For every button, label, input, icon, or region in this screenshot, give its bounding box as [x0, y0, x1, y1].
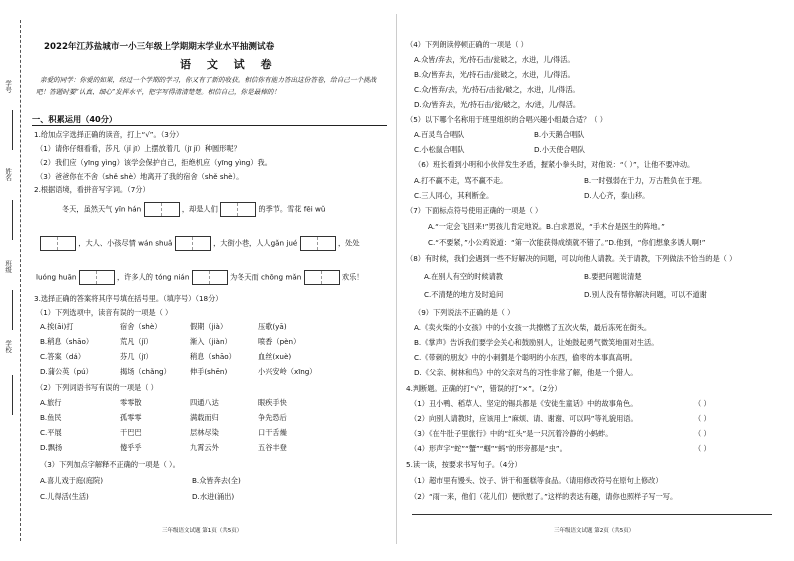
q3-2-option: 层林尽染: [190, 428, 219, 437]
binding-blank: [12, 110, 13, 150]
exam-title: 2022年江苏盐城市一小三年级上学期期末学业水平抽测试卷: [44, 42, 275, 52]
q6-prompt: （6）班长看到小明和小伙伴发生矛盾，握紧小拳头时，对他说：“（ ）”，让他不要冲动。: [414, 160, 695, 169]
q3-2-option: 满载而归: [190, 413, 219, 422]
q3-2-option[interactable]: D.飘扬: [40, 443, 63, 452]
q7-prompt: （7）下面标点符号使用正确的一项是（ ）: [406, 206, 543, 215]
binding-strip: [0, 0, 28, 561]
q3-1-option[interactable]: D.蒲公英（pú）: [40, 367, 93, 376]
q4-option[interactable]: C.众/皆弃/去，光/持石/击瓮/破之，水迸，儿/得活。: [414, 85, 580, 94]
q9-option[interactable]: A.《卖火柴的小女孩》中的小女孩一共擦燃了五次火柴，最后冻死在街头。: [414, 323, 652, 332]
q2-text: 的季节。雪花 fēi wǔ: [258, 204, 326, 214]
left-page: [32, 0, 392, 561]
q3-1-option: 宿舍（shè）: [120, 322, 162, 331]
q8-prompt: （8）有时候，我们会遇到一些不好解决的问题，可以向他人请教。关于请教，下列做法不恰当的是（ ）: [406, 254, 737, 263]
q3-1-option: 渐入（jiàn）: [190, 337, 232, 346]
q3-2-option: 孤零零: [120, 413, 142, 422]
q4-option[interactable]: A.众皆/弃去，光/持石击/瓮破之，水迸，儿/得活。: [414, 55, 575, 64]
q10-answer-paren[interactable]: （ ）: [694, 444, 711, 453]
binding-label-name: 姓名: [4, 168, 13, 181]
binding-blank: [12, 375, 13, 415]
q5-prompt: （5）以下哪个名称用于班里组织的合唱兴趣小组最合适？（ ）: [406, 115, 607, 124]
q3-1-option: 假期（jià）: [190, 322, 228, 331]
q2-text: ，处处: [337, 238, 360, 248]
binding-blank: [12, 200, 13, 240]
q7-option-cd[interactable]: C.“不要紧，”小公鸡说道：“第一次能获得成绩就不错了。”D.他到，“你们想象多诱人啊!”: [428, 238, 706, 247]
answer-grid[interactable]: [192, 270, 228, 285]
q10-statement: （1）丑小鸭、稻草人、坚定的锡兵都是《安徒生童话》中的故事角色。: [410, 399, 638, 408]
q6-option[interactable]: C.三人同心，其利断金。: [414, 191, 494, 200]
binding-label-class: 班级: [4, 260, 13, 273]
q3-1-prompt: （1）下列选项中，读音有误的一项是（ ）: [36, 308, 173, 317]
answer-grid[interactable]: [220, 202, 256, 217]
q6-option[interactable]: D.人心齐，泰山移。: [584, 191, 650, 200]
q3-prompt: 3.选择正确的答案将其序号填在括号里。（填序号）（18分）: [34, 294, 223, 303]
q3-2-option: 干巴巴: [120, 428, 142, 437]
q11-prompt: 5.读一读，按要求书写句子。（4分）: [406, 460, 522, 469]
q5-option[interactable]: A.百灵鸟合唱队: [414, 130, 465, 139]
q10-statement: （2）向别人请教时，应该用上“麻烦、请、谢谢、可以吗”等礼貌用语。: [410, 414, 638, 423]
q4-option[interactable]: D.众/皆弃去，光/持石击/瓮/破之，水/迸，儿/得活。: [414, 100, 581, 109]
q5-option[interactable]: B.小天鹅合唱队: [534, 130, 585, 139]
q9-option[interactable]: B.《掌声》告诉我们要学会关心和鼓励别人，让她鼓起勇气微笑地面对生活。: [414, 338, 659, 347]
q3-2-option: 五谷丰登: [258, 443, 287, 452]
q5-option[interactable]: C.小松鼠合唱队: [414, 145, 465, 154]
section-underline: [32, 125, 387, 126]
q3-1-option: 压歌(yā): [258, 322, 287, 331]
q2-text: ，大人、小孩尽情 wán shuǎ: [78, 238, 173, 248]
answer-grid[interactable]: [144, 202, 180, 217]
q10-prompt: 4.判断题。正确的打“√”，错误的打“×”。（2分）: [406, 384, 562, 393]
q3-3-option[interactable]: C.儿得活(生活): [40, 492, 89, 501]
q3-2-prompt: （2）下列词语书写有误的一项是（ ）: [36, 383, 158, 392]
q2-prompt: 2.根据语境，看拼音写字词。（7分）: [34, 185, 150, 194]
section-1-heading: 一、积累运用（40分）: [32, 114, 118, 124]
answer-grid[interactable]: [175, 236, 211, 251]
q9-option[interactable]: D.《父亲、树林和鸟》中的父亲对鸟的习性非常了解，他是一个猎人。: [414, 368, 638, 377]
q3-2-option: 眼疾手快: [258, 398, 287, 407]
q3-2-option: 傻乎乎: [120, 443, 142, 452]
q9-prompt: （9）下列说法不正确的是（ ）: [414, 308, 515, 317]
q5-option[interactable]: D.小天使合唱队: [534, 145, 585, 154]
right-page: [404, 0, 790, 561]
q3-2-option[interactable]: A.旅行: [40, 398, 62, 407]
q3-1-option: 揭场（chǎng）: [120, 367, 171, 376]
q3-1-option[interactable]: A.挨(āi)打: [40, 322, 74, 331]
binding-label-student-id: 学号: [4, 80, 13, 93]
q2-text: 欢乐！: [341, 272, 364, 282]
q9-option[interactable]: C.《带刺的朋友》中的小刺猬是个聪明的小东西，偷枣的本事真高明。: [414, 353, 637, 362]
q10-statement: （4）形声字“蛇”“蟹”“蝈”“蚂”的形旁都是“虫”。: [410, 444, 567, 453]
q3-1-option: 小兴安岭（xīng）: [258, 367, 317, 376]
q3-1-option: 血丝(xuè): [258, 352, 292, 361]
q2-line-2: [40, 236, 360, 251]
q2-line-1: [62, 202, 325, 217]
page-footer: 三年级语文试题 第1页（共5页）: [162, 528, 243, 534]
q3-1-option[interactable]: C.答案（dá）: [40, 352, 86, 361]
binding-blank: [12, 290, 13, 330]
answer-grid[interactable]: [79, 270, 115, 285]
q11-answer-line[interactable]: [412, 514, 772, 515]
q2-text: ，却是人们: [181, 204, 218, 214]
q3-2-option: 九霄云外: [190, 443, 219, 452]
exam-subtitle: 语 文 试 卷: [180, 58, 278, 71]
q4-option[interactable]: B.众/皆弃去，光/持石击/瓮破之，水迸，儿/得活。: [414, 70, 575, 79]
q1-item-1: （1）请你仔细看看，莎凡（jǐ jī）上摆放着几（jī jǐ）种圆形呢？: [36, 144, 241, 153]
answer-grid[interactable]: [40, 236, 76, 251]
q10-answer-paren[interactable]: （ ）: [694, 399, 711, 408]
q3-1-option: 伸手(shēn): [190, 367, 228, 376]
q6-option[interactable]: A.打不赢不走，骂不赢不走。: [414, 176, 508, 185]
intro-line-1: 亲爱的同学：你爱的如果，经过一个学期的学习，你又有了新的收获。相信你有能力答出这份答卷，给自己一个挑战: [40, 76, 377, 84]
q2-text: 冬天，虽然天气 yīn hán: [62, 204, 142, 214]
q3-1-option[interactable]: B.稍息（shāo）: [40, 337, 94, 346]
q3-2-option[interactable]: B.鱼民: [40, 413, 62, 422]
binding-dashed-line: [20, 20, 21, 541]
q3-3-option[interactable]: B.众皆奔去(全): [192, 476, 241, 485]
q1-item-2: （2）我们应（yīng yìng）该学会保护自己，拒绝机应（yīng yìng）我。: [36, 158, 272, 167]
q3-1-option: 稍息（shāo）: [190, 352, 236, 361]
page-footer: 三年级语文试题 第2页（共5页）: [554, 528, 635, 534]
q1-prompt: 1.给加点字选择正确的读音，打上“√”。（3分）: [34, 130, 184, 139]
q2-text: 为冬天而 chōng mǎn: [229, 272, 302, 282]
intro-line-2: 吧！答题时要“认真、细心”发挥水平，把字写得清清楚楚。相信自己，你是最棒的！: [36, 88, 281, 96]
q3-2-option[interactable]: C.平展: [40, 428, 62, 437]
q3-2-option: 争先恐后: [258, 413, 287, 422]
q10-answer-paren[interactable]: （ ）: [694, 429, 711, 438]
answer-grid[interactable]: [304, 270, 340, 285]
q3-1-option: 荒凡（jǐ）: [120, 337, 153, 346]
q6-option[interactable]: B.一时强弱在于力，万古胜负在于理。: [584, 176, 707, 185]
q7-option-ab[interactable]: A.“一定会飞回来!”男孩儿肯定地说。B.白求恩说，“手术台是医生的阵地。”: [428, 222, 665, 231]
binding-label-school: 学校: [4, 340, 13, 353]
q11-item-1: （1）超市里有馒头、饺子、饼干和蛋糕等食品。（请用修改符号在原句上修改）: [410, 476, 663, 485]
q3-1-option: 喷香（pèn）: [258, 337, 301, 346]
page-divider: [396, 14, 397, 544]
q2-text: ，许多人的 tóng nián: [117, 272, 190, 282]
q10-statement: （3）《在牛肚子里旅行》中的“红头”是一只沉着冷静的小蚂蚱。: [410, 429, 613, 438]
q3-1-option: 芬几（jī）: [120, 352, 153, 361]
answer-grid[interactable]: [300, 236, 336, 251]
q3-3-option[interactable]: D.水迸(涌出): [192, 492, 235, 501]
q3-3-prompt: （3）下列加点字解释不正确的一项是（ ）。: [40, 460, 180, 469]
q11-item-2: （2）“雨一来，他们（花儿们）便欣慰了。”这样的表达有趣，请你也照样子写一写。: [410, 492, 678, 501]
q1-item-3: （3）爸爸你在不舍（shě shè）地离开了我的宿舍（shě shè）。: [36, 172, 244, 181]
q8-option[interactable]: A.在别人有空的时候请教: [424, 272, 503, 281]
q4-prompt: （4）下列朗读停顿正确的一项是（ ）: [406, 40, 528, 49]
q3-2-option: 四通八达: [190, 398, 219, 407]
q8-option[interactable]: C.不清楚的地方及时追问: [424, 290, 504, 299]
q8-option[interactable]: D.别人没有帮你解决问题，可以不道谢: [584, 290, 707, 299]
q3-2-option: 口干舌燥: [258, 428, 287, 437]
q2-line-3: [36, 270, 363, 285]
q10-answer-paren[interactable]: （ ）: [694, 414, 711, 423]
q3-2-option: 零零散: [120, 398, 142, 407]
q2-text: ，大街小巷，人人gǎn jué: [213, 238, 298, 248]
q3-3-option[interactable]: A.喜儿戏于庭(庭院): [40, 476, 103, 485]
q2-text: luóng huān: [36, 272, 77, 282]
q8-option[interactable]: B.要把问题说清楚: [584, 272, 642, 281]
